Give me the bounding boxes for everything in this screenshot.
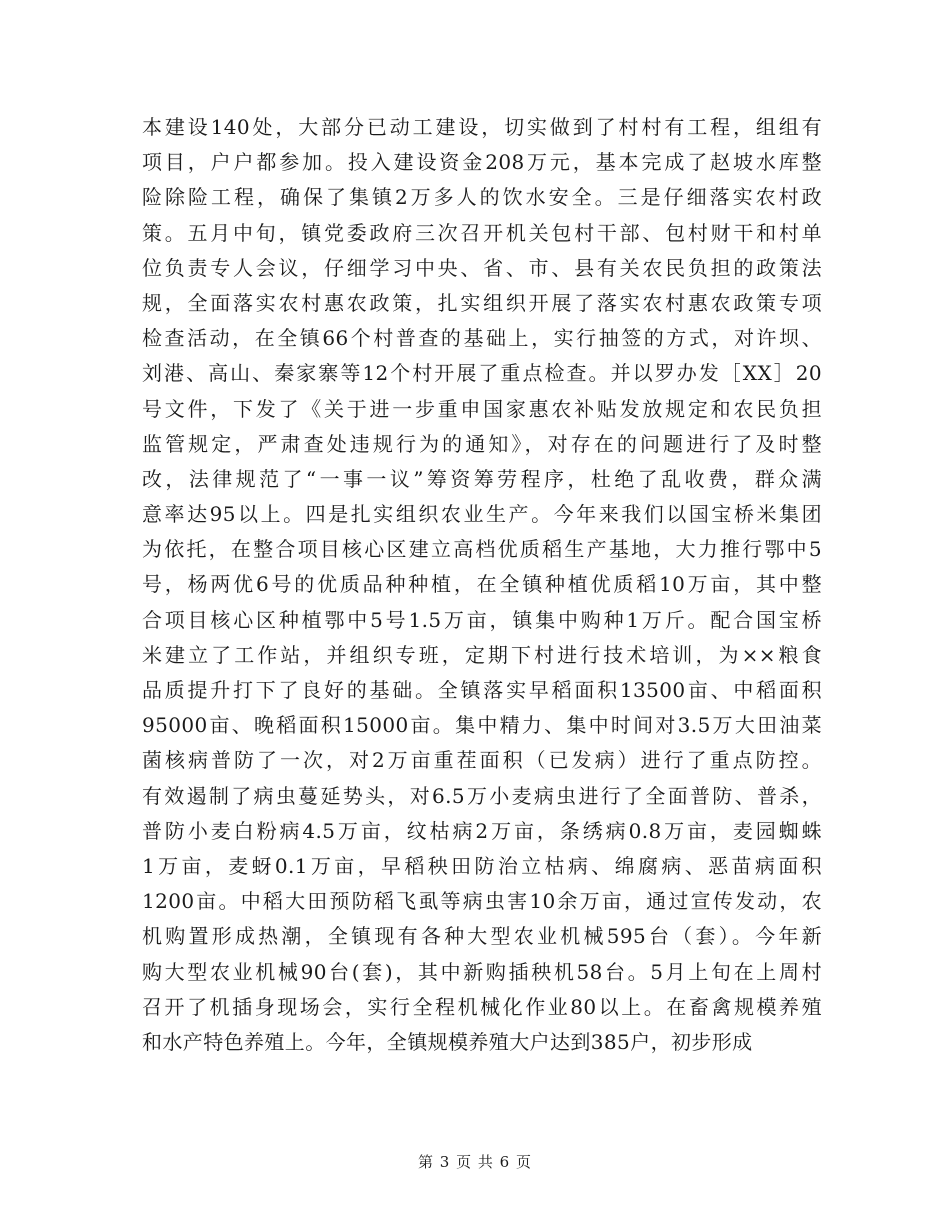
text-line: 合项目核心区种植鄂中5号1.5万亩，镇集中购种1万斤。配合国宝桥	[142, 607, 822, 632]
text-line: 策。五月中旬，镇党委政府三次召开机关包村干部、包村财干和村单	[142, 220, 822, 245]
text-line: 有效遏制了病虫蔓延势头，对6.5万小麦病虫进行了全面普防、普杀，	[142, 783, 822, 808]
text-line: 召开了机插身现场会，实行全程机械化作业80以上。在畜禽规模养殖	[142, 994, 822, 1019]
document-body	[142, 110, 822, 1060]
text-line: 1200亩。中稻大田预防稻飞虱等病虫害10余万亩，通过宣传发动，农	[142, 889, 822, 914]
text-line: 普防小麦白粉病4.5万亩，纹枯病2万亩，条绣病0.8万亩，麦园蜘蛛	[142, 818, 822, 843]
text-line: 刘港、高山、秦家寨等12个村开展了重点检查。并以罗办发［XX］20	[142, 361, 822, 386]
text-line: 95000亩、晚稻面积15000亩。集中精力、集中时间对3.5万大田油菜	[142, 713, 822, 738]
text-line: 检查活动，在全镇66个村普查的基础上，实行抽签的方式，对许坝、	[142, 326, 822, 351]
text-line: 品质提升打下了良好的基础。全镇落实早稻面积13500亩、中稻面积	[142, 678, 822, 702]
text-line: 险除险工程，确保了集镇2万多人的饮水安全。三是仔细落实农村政	[142, 185, 822, 210]
text-line: 为依托，在整合项目核心区建立高档优质稻生产基地，大力推行鄂中5	[142, 537, 822, 562]
text-line: 菌核病普防了一次，对2万亩重茬面积（已发病）进行了重点防控。	[142, 748, 822, 773]
text-line: 改，法律规范了“一事一议”筹资筹劳程序，杜绝了乱收费，群众满	[142, 466, 822, 491]
text-line: 1万亩，麦蚜0.1万亩，早稻秧田防治立枯病、绵腐病、恶苗病面积	[142, 853, 822, 878]
text-line: 项目，户户都参加。投入建设资金208万元，基本完成了赵坡水库整	[142, 150, 822, 175]
text-line: 监管规定，严肃查处违规行为的通知》，对存在的问题进行了及时整	[142, 431, 822, 456]
text-line: 号，杨两优6号的优质品种种植，在全镇种植优质稻10万亩，其中整	[142, 572, 822, 597]
text-line: 和水产特色养殖上。今年，全镇规模养殖大户达到385户，初步形成	[142, 1029, 753, 1054]
text-line: 本建设140处，大部分已动工建设，切实做到了村村有工程，组组有	[142, 115, 822, 139]
text-line: 号文件，下发了《关于进一步重申国家惠农补贴发放规定和农民负担	[142, 396, 822, 421]
text-line: 规，全面落实农村惠农政策，扎实组织开展了落实农村惠农政策专项	[142, 290, 822, 315]
page-number-footer: 第 3 页 共 6 页	[418, 1153, 532, 1171]
text-line: 位负责专人会议，仔细学习中央、省、市、县有关农民负担的政策法	[142, 255, 822, 280]
text-line: 意率达95以上。四是扎实组织农业生产。今年来我们以国宝桥米集团	[142, 502, 822, 527]
text-line: 机购置形成热潮，全镇现有各种大型农业机械595台（套）。今年新	[142, 924, 822, 949]
text-line: 米建立了工作站，并组织专班，定期下村进行技术培训，为××粮食	[142, 642, 822, 667]
text-line: 购大型农业机械90台(套)，其中新购插秧机58台。5月上旬在上周村	[142, 959, 822, 984]
